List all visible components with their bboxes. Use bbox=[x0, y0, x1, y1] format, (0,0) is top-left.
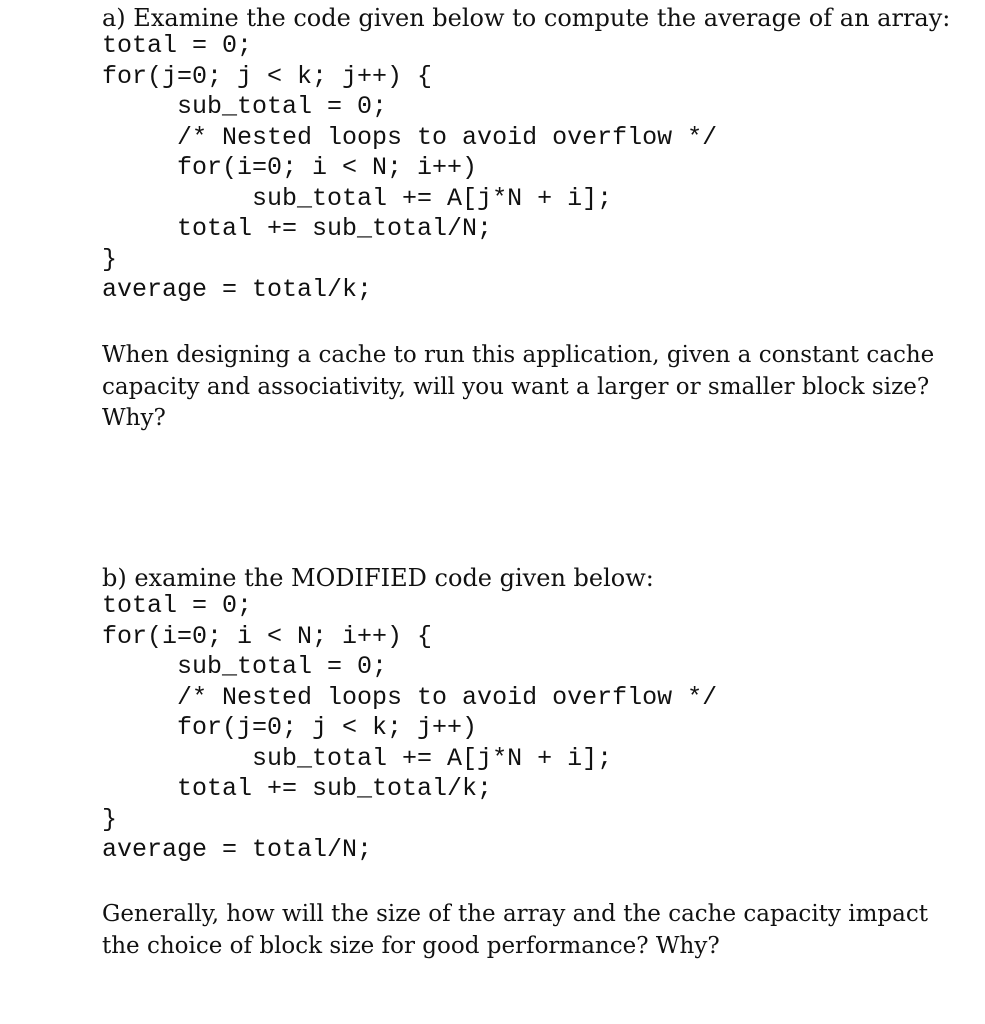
code-line: for(j=0; j < k; j++) bbox=[102, 713, 478, 742]
code-line: /* Nested loops to avoid overflow */ bbox=[102, 682, 718, 712]
code-line: /* Nested loops to avoid overflow */ bbox=[102, 122, 718, 152]
question-line: Why? bbox=[102, 405, 166, 431]
code-line: total += sub_total/N; bbox=[102, 214, 493, 243]
code-line: for(i=0; i < N; i++) bbox=[102, 153, 478, 182]
question-line: When designing a cache to run this application, given a constant cache bbox=[102, 342, 935, 368]
part-b-question bbox=[102, 899, 928, 962]
code-line: } bbox=[102, 804, 118, 834]
code-line: average = total/k; bbox=[102, 275, 373, 304]
part-a-code-block bbox=[102, 31, 717, 306]
question-line: the choice of block size for good performance? Why? bbox=[102, 932, 720, 959]
code-line: total += sub_total/k; bbox=[102, 774, 493, 803]
part-a-question bbox=[102, 340, 934, 435]
code-line: sub_total += A[j*N + i]; bbox=[102, 183, 613, 213]
code-line: average = total/N; bbox=[102, 835, 373, 864]
code-line: total = 0; bbox=[102, 591, 253, 620]
code-line: sub_total = 0; bbox=[102, 92, 388, 121]
question-line: Generally, how will the size of the array and the cache capacity impact bbox=[102, 901, 928, 927]
code-line: for(j=0; j < k; j++) { bbox=[102, 61, 433, 91]
part-b-code-block bbox=[102, 591, 717, 866]
code-line: total = 0; bbox=[102, 31, 253, 60]
part-b-heading: b) examine the MODIFIED code given below: bbox=[102, 564, 654, 592]
code-line: sub_total += A[j*N + i]; bbox=[102, 743, 613, 773]
code-line: } bbox=[102, 244, 118, 274]
code-line: for(i=0; i < N; i++) { bbox=[102, 621, 433, 651]
question-line: capacity and associativity, will you want a larger or smaller block size? bbox=[102, 373, 930, 400]
part-a-heading: a) Examine the code given below to compute the average of an array: bbox=[102, 4, 951, 32]
code-line: sub_total = 0; bbox=[102, 652, 388, 681]
